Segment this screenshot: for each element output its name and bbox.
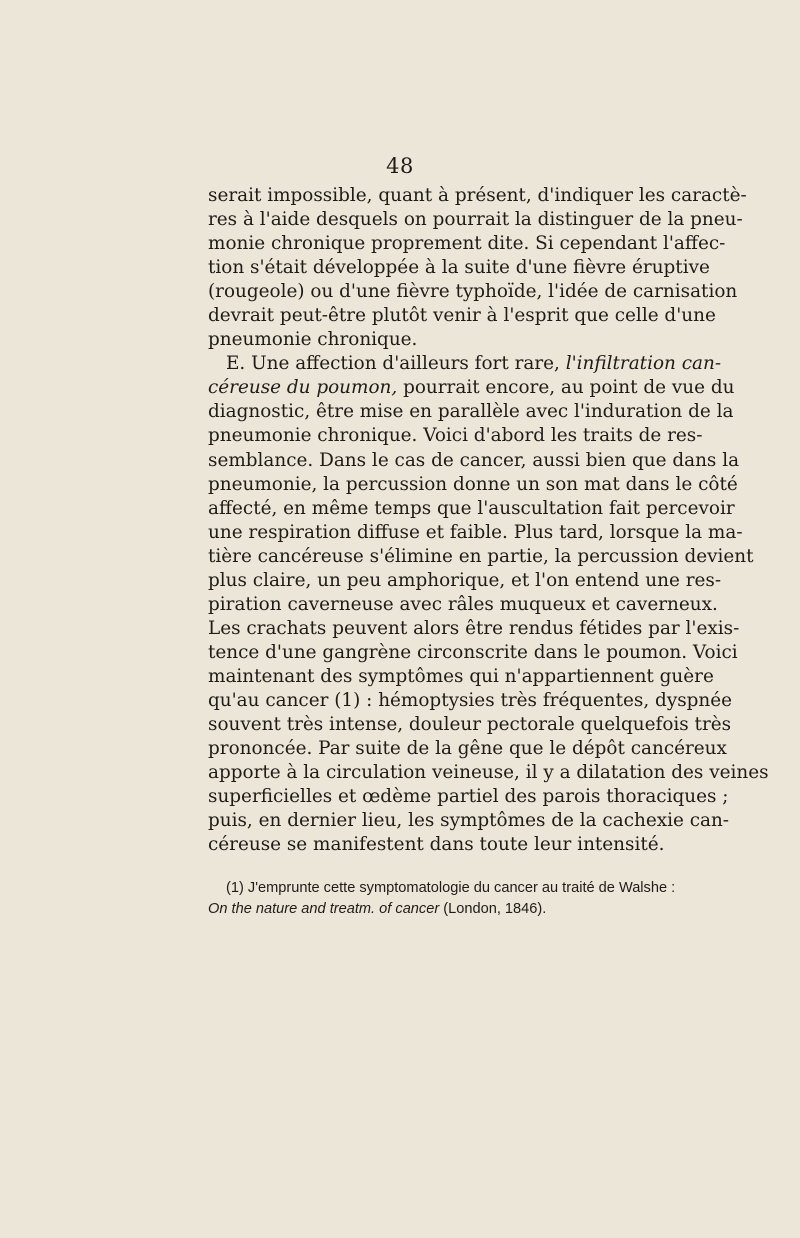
page-number: 48 [386, 154, 414, 178]
body-line: plus claire, un peu amphorique, et l'on entend une res- [208, 569, 722, 591]
body-line [208, 352, 722, 376]
body-line: tière cancéreuse s'élimine en partie, la percussion devient [208, 545, 754, 567]
body-line: res à l'aide desquels on pourrait la distinguer de la pneu- [208, 209, 743, 231]
body-line-start: E. Une affection d'ailleurs fort rare, [226, 353, 566, 375]
body-line: qu'au cancer (1) : hémoptysies très fréquentes, dyspnée [208, 689, 733, 711]
body-line: superficielles et œdème partiel des parois thoraciques ; [208, 786, 729, 808]
body-line: prononcée. Par suite de la gêne que le dépôt cancéreux [208, 738, 727, 760]
italic-term: l'infiltration can- [565, 353, 722, 375]
body-line: tence d'une gangrène circonscrite dans le poumon. Voici [208, 641, 738, 663]
body-line: tion s'était développée à la suite d'une fièvre éruptive [208, 257, 710, 279]
body-line: céreuse se manifestent dans toute leur intensité. [208, 834, 665, 856]
footnote-line [208, 899, 608, 920]
body-line: souvent très intense, douleur pectorale quelquefois très [208, 714, 732, 736]
body-text [208, 184, 769, 857]
body-line-rest: pourrait encore, au point de vue du [397, 377, 735, 399]
body-line: piration caverneuse avec râles muqueux et caverneux. [208, 593, 718, 615]
body-line: (rougeole) ou d'une fièvre typhoïde, l'idée de carnisation [208, 281, 738, 303]
body-line: monie chronique proprement dite. Si cependant l'affec- [208, 233, 726, 255]
body-line: pneumonie chronique. [208, 329, 418, 351]
footnote-citation: (London, 1846). [439, 901, 547, 917]
body-line: maintenant des symptômes qui n'appartiennent guère [208, 665, 714, 687]
body-line: Les crachats peuvent alors être rendus fétides par l'exis- [208, 617, 740, 639]
body-line: pneumonie, la percussion donne un son mat dans le côté [208, 473, 738, 495]
body-line: semblance. Dans le cas de cancer, aussi bien que dans la [208, 449, 740, 471]
body-line: puis, en dernier lieu, les symptômes de la cachexie can- [208, 810, 730, 832]
body-line: serait impossible, quant à présent, d'indiquer les caractè- [208, 185, 747, 206]
italic-term: céreuse du poumon, [208, 377, 398, 399]
body-line: pneumonie chronique. Voici d'abord les traits de res- [208, 425, 703, 447]
body-line: diagnostic, être mise en parallèle avec l'induration de la [208, 401, 734, 423]
footnote [208, 878, 676, 920]
body-line: affecté, en même temps que l'auscultation fait percevoir [208, 497, 735, 519]
body-line: devrait peut-être plutôt venir à l'esprit que celle d'une [208, 305, 716, 327]
body-line: une respiration diffuse et faible. Plus tard, lorsque la ma- [208, 521, 743, 543]
footnote-line: (1) J'emprunte cette symptomatologie du cancer au traité de Walshe : [226, 880, 676, 896]
footnote-title: On the nature and treatm. of cancer [208, 901, 440, 917]
body-line: apporte à la circulation veineuse, il y a dilatation des veines [208, 762, 769, 784]
body-line [208, 376, 735, 400]
